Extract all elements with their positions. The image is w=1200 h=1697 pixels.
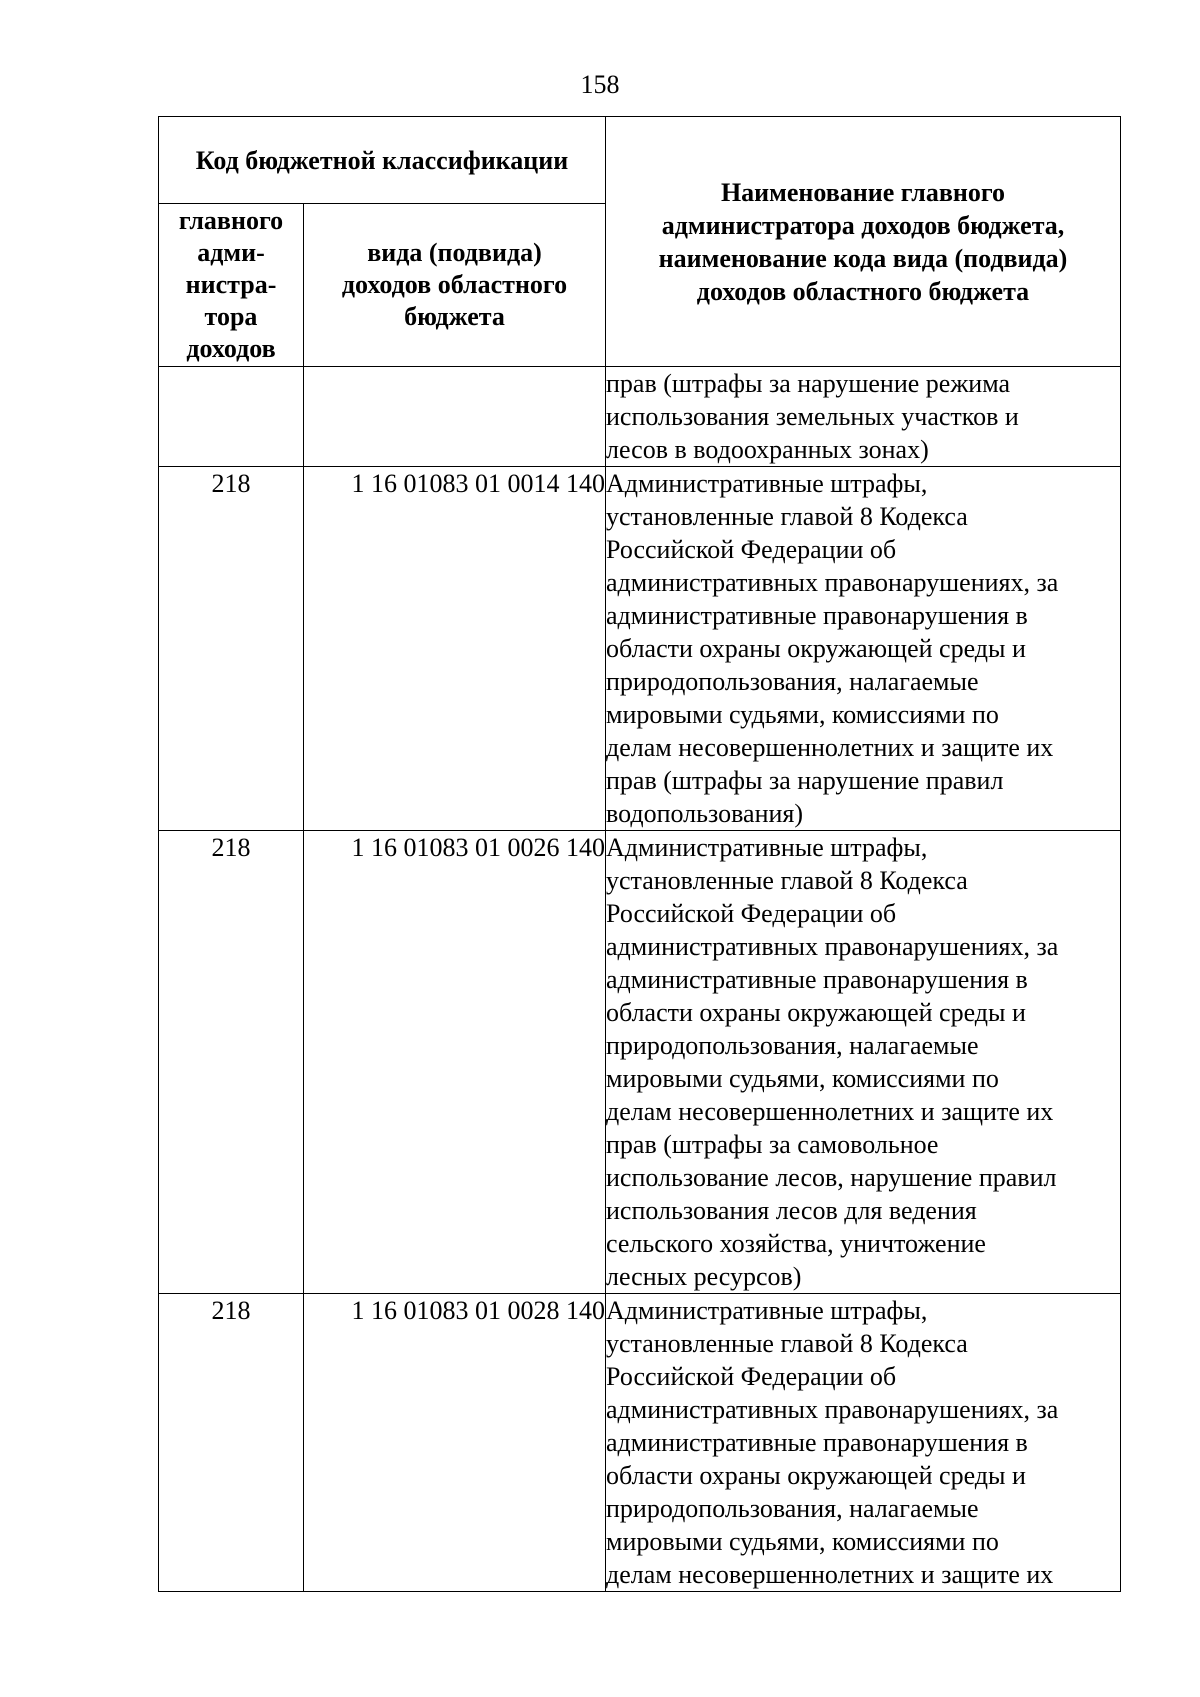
kind-code-cell: 1 16 01083 01 0026 140 <box>304 831 606 1294</box>
admin-code-cell: 218 <box>159 467 304 831</box>
header-budget-classification-code: Код бюджетной классификации <box>159 117 606 204</box>
kind-code-cell: 1 16 01083 01 0028 140 <box>304 1294 606 1592</box>
name-cell: Административные штрафы, установленные главой 8 Кодекса Российской Федерации об административных правонарушениях, за административные правонарушения в области охраны окружающей среды и природопользования, налагаемые мировыми судьями, комиссиями по делам несовершеннолетних и защите их <box>606 1294 1121 1592</box>
header-kind-code-column: вида (подвида) доходов областного бюджета <box>304 204 606 367</box>
header-row-group <box>159 117 1121 204</box>
table-row <box>159 1294 1121 1592</box>
admin-code-cell <box>159 367 304 467</box>
table-row <box>159 367 1121 467</box>
name-cell: Административные штрафы, установленные главой 8 Кодекса Российской Федерации об административных правонарушениях, за административные правонарушения в области охраны окружающей среды и природопользования, налагаемые мировыми судьями, комиссиями по делам несовершеннолетних и защите их прав (штрафы за самовольное использование лесов, нарушение правил использования лесов для ведения сельского хозяйства, уничтожение лесных ресурсов) <box>606 831 1121 1294</box>
admin-code-cell: 218 <box>159 1294 304 1592</box>
name-cell: прав (штрафы за нарушение режима использования земельных участков и лесов в водоохранных зонах) <box>606 367 1121 467</box>
header-name-column: Наименование главного администратора доходов бюджета, наименование кода вида (подвида) доходов областного бюджета <box>606 117 1121 367</box>
table-header <box>159 117 1121 367</box>
name-cell: Административные штрафы, установленные главой 8 Кодекса Российской Федерации об административных правонарушениях, за административные правонарушения в области охраны окружающей среды и природопользования, налагаемые мировыми судьями, комиссиями по делам несовершеннолетних и защите их прав (штрафы за нарушение правил водопользования) <box>606 467 1121 831</box>
kind-code-cell <box>304 367 606 467</box>
kind-code-cell: 1 16 01083 01 0014 140 <box>304 467 606 831</box>
page-number: 158 <box>580 70 620 99</box>
admin-code-cell: 218 <box>159 831 304 1294</box>
table-body <box>159 367 1121 1592</box>
table-row <box>159 467 1121 831</box>
header-admin-code-column: главного адми- нистра- тора доходов <box>159 204 304 367</box>
table-row <box>159 831 1121 1294</box>
budget-classification-table <box>158 116 1121 1592</box>
